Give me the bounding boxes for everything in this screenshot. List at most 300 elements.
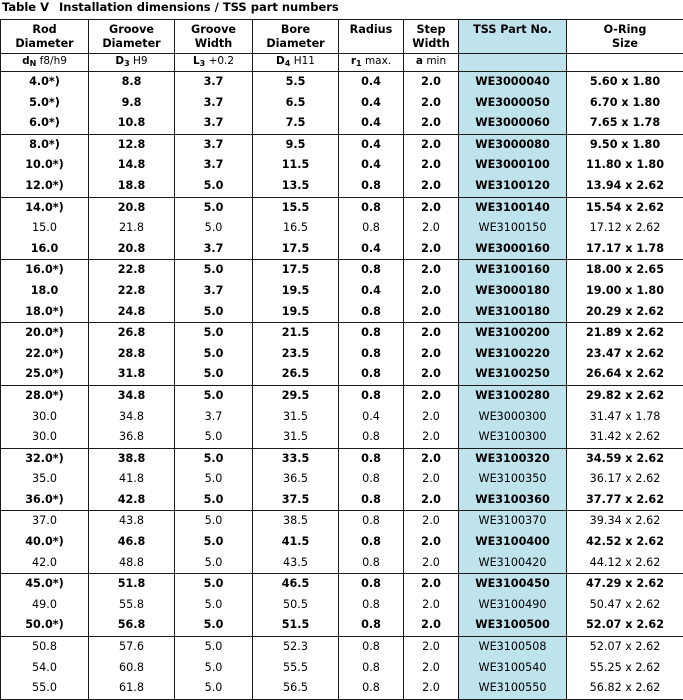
table-cell: 5.0 xyxy=(175,553,253,574)
header-line1: Groove xyxy=(191,23,236,36)
table-cell: 47.29 x 2.62 xyxy=(567,574,683,595)
table-cell: 11.80 x 1.80 xyxy=(567,155,683,176)
table-cell: 54.0 xyxy=(1,658,89,679)
table-cell: 0.8 xyxy=(339,595,404,616)
table-cell: 23.47 x 2.62 xyxy=(567,344,683,365)
table-row xyxy=(1,197,683,218)
table-cell: 57.6 xyxy=(89,637,175,658)
table-cell: 0.4 xyxy=(339,407,404,428)
header-line1: Radius xyxy=(350,23,393,36)
table-cell: 39.34 x 2.62 xyxy=(567,511,683,532)
table-cell: 2.0 xyxy=(404,448,459,469)
table-row xyxy=(1,615,683,636)
table-cell: 52.07 x 2.62 xyxy=(567,615,683,636)
table-cell: 0.8 xyxy=(339,678,404,699)
table-cell: 22.8 xyxy=(89,281,175,302)
unit-symbol: D xyxy=(115,55,124,67)
part-number-cell: WE3100500 xyxy=(459,615,567,636)
table-cell: 4.0*) xyxy=(1,72,89,93)
table-cell: 24.8 xyxy=(89,302,175,323)
table-cell: 0.8 xyxy=(339,574,404,595)
table-cell: 50.5 xyxy=(253,595,339,616)
unit-subscript: 3 xyxy=(200,59,206,68)
table-cell: 38.5 xyxy=(253,511,339,532)
header-line2: Diameter xyxy=(102,37,160,50)
table-cell: 2.0 xyxy=(404,218,459,239)
table-cell: 0.4 xyxy=(339,281,404,302)
table-cell: 5.0 xyxy=(175,595,253,616)
table-cell: 14.8 xyxy=(89,155,175,176)
header-line1: Bore xyxy=(281,23,310,36)
header-line2: Width xyxy=(412,37,450,50)
table-cell: 42.8 xyxy=(89,490,175,511)
table-cell: 48.8 xyxy=(89,553,175,574)
part-number-cell: WE3100220 xyxy=(459,344,567,365)
table-cell: 2.0 xyxy=(404,364,459,385)
unit-symbol: a xyxy=(416,55,423,67)
part-number-cell: WE3000080 xyxy=(459,134,567,155)
table-row xyxy=(1,218,683,239)
table-cell: 11.5 xyxy=(253,155,339,176)
table-cell: 28.8 xyxy=(89,344,175,365)
table-cell: 5.0 xyxy=(175,469,253,490)
table-row xyxy=(1,553,683,574)
table-cell: 3.7 xyxy=(175,134,253,155)
part-number-cell: WE3000160 xyxy=(459,239,567,260)
part-number-cell: WE3100550 xyxy=(459,678,567,699)
table-cell: 49.0 xyxy=(1,595,89,616)
table-cell: 0.8 xyxy=(339,532,404,553)
table-cell: 2.0 xyxy=(404,239,459,260)
table-cell: 55.5 xyxy=(253,658,339,679)
table-cell: 41.8 xyxy=(89,469,175,490)
table-row xyxy=(1,364,683,385)
table-cell: 33.5 xyxy=(253,448,339,469)
table-cell: 25.0*) xyxy=(1,364,89,385)
unit-subscript: 1 xyxy=(356,59,362,68)
table-cell: 5.0 xyxy=(175,658,253,679)
part-number-cell: WE3000180 xyxy=(459,281,567,302)
table-cell: 0.4 xyxy=(339,239,404,260)
part-number-cell: WE3100250 xyxy=(459,364,567,385)
table-cell: 10.8 xyxy=(89,113,175,134)
table-row xyxy=(1,658,683,679)
table-cell: 2.0 xyxy=(404,176,459,197)
table-cell: 2.0 xyxy=(404,260,459,281)
table-cell: 46.8 xyxy=(89,532,175,553)
table-cell: 0.8 xyxy=(339,218,404,239)
table-cell: 5.0 xyxy=(175,448,253,469)
table-cell: 0.8 xyxy=(339,511,404,532)
part-number-cell: WE3100360 xyxy=(459,490,567,511)
column-header xyxy=(567,20,683,54)
table-row xyxy=(1,407,683,428)
table-cell: 12.0*) xyxy=(1,176,89,197)
part-number-cell: WE3100400 xyxy=(459,532,567,553)
table-label: Table V xyxy=(2,0,49,14)
table-cell: 0.8 xyxy=(339,553,404,574)
table-cell: 0.8 xyxy=(339,427,404,448)
table-title xyxy=(2,0,339,14)
part-number-cell: WE3000100 xyxy=(459,155,567,176)
table-cell: 2.0 xyxy=(404,72,459,93)
column-header xyxy=(89,20,175,54)
header-line2: Diameter xyxy=(266,37,324,50)
unit-symbol: L xyxy=(193,55,200,67)
table-cell: 56.82 x 2.62 xyxy=(567,678,683,699)
table-cell: 35.0 xyxy=(1,469,89,490)
table-cell: 56.5 xyxy=(253,678,339,699)
table-cell: 13.94 x 2.62 xyxy=(567,176,683,197)
table-cell: 6.5 xyxy=(253,93,339,114)
table-cell: 43.8 xyxy=(89,511,175,532)
table-row xyxy=(1,281,683,302)
table-row xyxy=(1,448,683,469)
table-cell: 20.8 xyxy=(89,239,175,260)
column-header xyxy=(459,20,567,54)
unit-cell xyxy=(404,54,459,72)
table-cell: 3.7 xyxy=(175,407,253,428)
table-cell: 2.0 xyxy=(404,323,459,344)
table-cell: 56.8 xyxy=(89,615,175,636)
part-number-cell: WE3100120 xyxy=(459,176,567,197)
table-cell: 5.0 xyxy=(175,490,253,511)
table-cell: 9.5 xyxy=(253,134,339,155)
table-cell: 18.0 xyxy=(1,281,89,302)
table-cell: 2.0 xyxy=(404,407,459,428)
table-cell: 5.0 xyxy=(175,218,253,239)
table-row xyxy=(1,511,683,532)
table-cell: 43.5 xyxy=(253,553,339,574)
table-cell: 36.17 x 2.62 xyxy=(567,469,683,490)
table-cell: 5.0 xyxy=(175,637,253,658)
table-cell: 2.0 xyxy=(404,553,459,574)
table-cell: 22.0*) xyxy=(1,344,89,365)
unit-tolerance: max. xyxy=(365,55,391,67)
table-cell: 5.60 x 1.80 xyxy=(567,72,683,93)
table-cell: 2.0 xyxy=(404,574,459,595)
unit-tolerance: min xyxy=(426,55,446,67)
header-line2: Width xyxy=(195,37,233,50)
unit-symbol: D xyxy=(276,55,285,67)
table-cell: 29.82 x 2.62 xyxy=(567,385,683,406)
table-cell: 2.0 xyxy=(404,281,459,302)
table-row xyxy=(1,113,683,134)
table-cell: 28.0*) xyxy=(1,385,89,406)
table-cell: 2.0 xyxy=(404,637,459,658)
table-cell: 0.4 xyxy=(339,134,404,155)
table-cell: 2.0 xyxy=(404,385,459,406)
table-cell: 0.8 xyxy=(339,364,404,385)
table-cell: 51.5 xyxy=(253,615,339,636)
table-cell: 51.8 xyxy=(89,574,175,595)
table-cell: 2.0 xyxy=(404,658,459,679)
table-cell: 0.8 xyxy=(339,302,404,323)
table-cell: 26.64 x 2.62 xyxy=(567,364,683,385)
table-cell: 21.8 xyxy=(89,218,175,239)
table-cell: 20.8 xyxy=(89,197,175,218)
table-cell: 36.0*) xyxy=(1,490,89,511)
table-cell: 17.12 x 2.62 xyxy=(567,218,683,239)
table-cell: 20.29 x 2.62 xyxy=(567,302,683,323)
table-cell: 55.25 x 2.62 xyxy=(567,658,683,679)
table-cell: 16.5 xyxy=(253,218,339,239)
table-cell: 31.5 xyxy=(253,407,339,428)
table-row xyxy=(1,155,683,176)
installation-table xyxy=(0,19,683,700)
table-cell: 18.00 x 2.65 xyxy=(567,260,683,281)
part-number-cell: WE3100490 xyxy=(459,595,567,616)
table-row xyxy=(1,239,683,260)
table-cell: 23.5 xyxy=(253,344,339,365)
table-cell: 7.65 x 1.78 xyxy=(567,113,683,134)
table-cell: 0.8 xyxy=(339,197,404,218)
table-cell: 17.5 xyxy=(253,239,339,260)
table-row xyxy=(1,385,683,406)
table-cell: 0.8 xyxy=(339,615,404,636)
table-cell: 2.0 xyxy=(404,678,459,699)
unit-cell xyxy=(253,54,339,72)
table-cell: 36.8 xyxy=(89,427,175,448)
part-number-cell: WE3100150 xyxy=(459,218,567,239)
unit-tolerance: f8/h9 xyxy=(40,55,67,67)
part-number-cell: WE3100450 xyxy=(459,574,567,595)
part-number-cell: WE3000050 xyxy=(459,93,567,114)
table-cell: 0.4 xyxy=(339,113,404,134)
column-header xyxy=(253,20,339,54)
part-number-cell: WE3000040 xyxy=(459,72,567,93)
part-number-cell: WE3100540 xyxy=(459,658,567,679)
table-cell: 21.89 x 2.62 xyxy=(567,323,683,344)
table-row xyxy=(1,344,683,365)
unit-tolerance: H11 xyxy=(294,55,315,67)
part-number-cell: WE3100180 xyxy=(459,302,567,323)
table-cell: 0.4 xyxy=(339,93,404,114)
table-row xyxy=(1,323,683,344)
part-number-cell: WE3100280 xyxy=(459,385,567,406)
table-cell: 2.0 xyxy=(404,595,459,616)
table-cell: 19.5 xyxy=(253,302,339,323)
table-cell: 2.0 xyxy=(404,469,459,490)
table-row xyxy=(1,469,683,490)
table-cell: 0.8 xyxy=(339,490,404,511)
table-cell: 22.8 xyxy=(89,260,175,281)
unit-subscript: 4 xyxy=(285,59,291,68)
table-cell: 5.0 xyxy=(175,615,253,636)
table-cell: 9.8 xyxy=(89,93,175,114)
table-row xyxy=(1,678,683,699)
table-cell: 16.0 xyxy=(1,239,89,260)
table-cell: 60.8 xyxy=(89,658,175,679)
header-line2: Diameter xyxy=(15,37,73,50)
unit-cell xyxy=(89,54,175,72)
table-row xyxy=(1,574,683,595)
table-cell: 50.8 xyxy=(1,637,89,658)
table-cell: 46.5 xyxy=(253,574,339,595)
unit-tolerance: +0.2 xyxy=(209,55,235,67)
header-line2: Size xyxy=(612,37,638,50)
table-cell: 19.5 xyxy=(253,281,339,302)
table-cell: 50.47 x 2.62 xyxy=(567,595,683,616)
table-cell: 0.8 xyxy=(339,637,404,658)
unit-cell xyxy=(1,54,89,72)
table-cell: 5.0 xyxy=(175,197,253,218)
table-cell: 44.12 x 2.62 xyxy=(567,553,683,574)
table-cell: 2.0 xyxy=(404,344,459,365)
table-cell: 2.0 xyxy=(404,197,459,218)
part-number-cell: WE3000060 xyxy=(459,113,567,134)
table-cell: 2.0 xyxy=(404,615,459,636)
table-cell: 0.8 xyxy=(339,323,404,344)
part-number-cell: WE3100508 xyxy=(459,637,567,658)
table-cell: 0.8 xyxy=(339,344,404,365)
table-row xyxy=(1,490,683,511)
table-cell: 8.8 xyxy=(89,72,175,93)
table-cell: 5.0 xyxy=(175,364,253,385)
table-cell: 31.5 xyxy=(253,427,339,448)
part-number-cell: WE3100350 xyxy=(459,469,567,490)
table-row xyxy=(1,427,683,448)
header-line1: O-Ring xyxy=(604,23,647,36)
table-cell: 0.8 xyxy=(339,469,404,490)
table-cell: 0.8 xyxy=(339,448,404,469)
table-cell: 3.7 xyxy=(175,113,253,134)
header-line1: Rod xyxy=(32,23,56,36)
table-cell: 18.0*) xyxy=(1,302,89,323)
table-cell: 30.0 xyxy=(1,407,89,428)
table-cell: 15.5 xyxy=(253,197,339,218)
table-cell: 32.0*) xyxy=(1,448,89,469)
table-cell: 0.8 xyxy=(339,385,404,406)
table-cell: 50.0*) xyxy=(1,615,89,636)
table-cell: 45.0*) xyxy=(1,574,89,595)
table-cell: 31.42 x 2.62 xyxy=(567,427,683,448)
table-cell: 0.8 xyxy=(339,260,404,281)
column-header xyxy=(1,20,89,54)
table-cell: 0.4 xyxy=(339,72,404,93)
table-cell: 42.0 xyxy=(1,553,89,574)
table-cell: 2.0 xyxy=(404,134,459,155)
table-cell: 3.7 xyxy=(175,93,253,114)
part-number-cell: WE3100200 xyxy=(459,323,567,344)
table-row xyxy=(1,302,683,323)
table-cell: 21.5 xyxy=(253,323,339,344)
units-row xyxy=(1,54,683,72)
table-cell: 12.8 xyxy=(89,134,175,155)
table-cell: 52.07 x 2.62 xyxy=(567,637,683,658)
table-cell: 3.7 xyxy=(175,239,253,260)
table-cell: 17.17 x 1.78 xyxy=(567,239,683,260)
table-cell: 5.0 xyxy=(175,511,253,532)
table-cell: 17.5 xyxy=(253,260,339,281)
part-number-cell: WE3100300 xyxy=(459,427,567,448)
table-cell: 2.0 xyxy=(404,490,459,511)
table-cell: 2.0 xyxy=(404,113,459,134)
table-cell: 14.0*) xyxy=(1,197,89,218)
table-cell: 5.0 xyxy=(175,176,253,197)
table-row xyxy=(1,532,683,553)
table-cell: 6.0*) xyxy=(1,113,89,134)
table-cell: 30.0 xyxy=(1,427,89,448)
table-cell: 0.4 xyxy=(339,155,404,176)
table-cell: 34.8 xyxy=(89,385,175,406)
header-row xyxy=(1,20,683,54)
table-row xyxy=(1,176,683,197)
table-cell: 34.8 xyxy=(89,407,175,428)
table-row xyxy=(1,72,683,93)
table-cell: 13.5 xyxy=(253,176,339,197)
table-row xyxy=(1,595,683,616)
table-cell: 2.0 xyxy=(404,93,459,114)
table-cell: 37.77 x 2.62 xyxy=(567,490,683,511)
table-cell: 5.0 xyxy=(175,344,253,365)
unit-cell xyxy=(567,54,683,72)
table-cell: 5.0 xyxy=(175,260,253,281)
column-header xyxy=(339,20,404,54)
table-cell: 18.8 xyxy=(89,176,175,197)
table-cell: 2.0 xyxy=(404,511,459,532)
table-cell: 40.0*) xyxy=(1,532,89,553)
table-cell: 38.8 xyxy=(89,448,175,469)
table-row xyxy=(1,93,683,114)
part-number-cell: WE3100370 xyxy=(459,511,567,532)
table-cell: 15.0 xyxy=(1,218,89,239)
table-cell: 5.5 xyxy=(253,72,339,93)
column-header xyxy=(404,20,459,54)
table-cell: 16.0*) xyxy=(1,260,89,281)
header-line1: Groove xyxy=(109,23,154,36)
table-cell: 31.47 x 1.78 xyxy=(567,407,683,428)
table-cell: 26.8 xyxy=(89,323,175,344)
table-cell: 5.0 xyxy=(175,532,253,553)
table-cell: 15.54 x 2.62 xyxy=(567,197,683,218)
table-cell: 6.70 x 1.80 xyxy=(567,93,683,114)
table-cell: 52.3 xyxy=(253,637,339,658)
unit-symbol: d xyxy=(22,55,30,67)
table-cell: 3.7 xyxy=(175,72,253,93)
table-cell: 0.8 xyxy=(339,176,404,197)
table-cell: 2.0 xyxy=(404,532,459,553)
part-number-cell: WE3100420 xyxy=(459,553,567,574)
table-cell: 20.0*) xyxy=(1,323,89,344)
unit-symbol: r xyxy=(351,55,356,67)
table-cell: 10.0*) xyxy=(1,155,89,176)
table-caption: Installation dimensions / TSS part numbers xyxy=(59,0,339,14)
table-cell: 5.0 xyxy=(175,678,253,699)
table-cell: 37.0 xyxy=(1,511,89,532)
table-cell: 5.0*) xyxy=(1,93,89,114)
table-cell: 5.0 xyxy=(175,302,253,323)
table-cell: 5.0 xyxy=(175,574,253,595)
header-line1: TSS Part No. xyxy=(473,23,552,36)
table-cell: 37.5 xyxy=(253,490,339,511)
part-number-cell: WE3100320 xyxy=(459,448,567,469)
unit-subscript: N xyxy=(30,59,37,68)
table-cell: 26.5 xyxy=(253,364,339,385)
table-cell: 7.5 xyxy=(253,113,339,134)
table-row xyxy=(1,637,683,658)
table-cell: 5.0 xyxy=(175,385,253,406)
table-row xyxy=(1,260,683,281)
table-cell: 2.0 xyxy=(404,427,459,448)
table-cell: 41.5 xyxy=(253,532,339,553)
table-cell: 0.8 xyxy=(339,658,404,679)
table-cell: 36.5 xyxy=(253,469,339,490)
part-number-cell: WE3000300 xyxy=(459,407,567,428)
table-cell: 29.5 xyxy=(253,385,339,406)
table-cell: 19.00 x 1.80 xyxy=(567,281,683,302)
unit-cell xyxy=(459,54,567,72)
